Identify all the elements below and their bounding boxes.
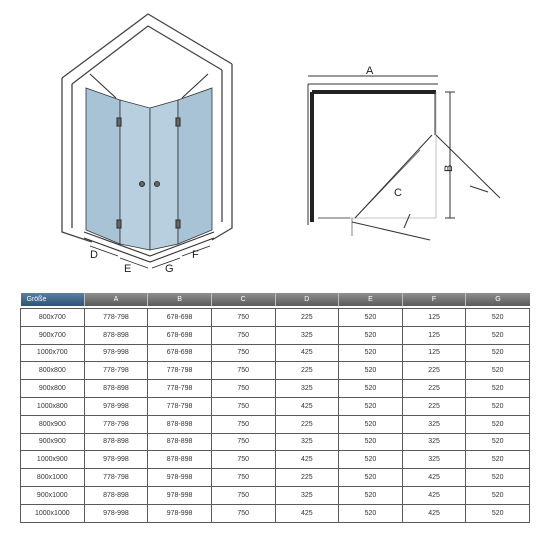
label-d: D [90,249,98,261]
table-cell: 520 [339,486,403,504]
table-cell: 520 [339,380,403,398]
table-cell: 778-798 [148,362,212,380]
table-cell: 750 [211,433,275,451]
table-cell: 778-798 [84,415,148,433]
table-cell: 778-798 [148,397,212,415]
table-cell: 1000x1000 [21,504,85,522]
table-cell: 520 [339,451,403,469]
table-cell: 225 [275,415,339,433]
table-cell: 520 [466,397,530,415]
table-cell: 520 [466,326,530,344]
table-header-row [21,293,530,306]
table-cell: 678-698 [148,344,212,362]
table-cell: 900x800 [21,380,85,398]
table-cell: 125 [402,326,466,344]
table-cell: 520 [466,451,530,469]
table-row [21,433,530,451]
label-f: F [192,249,199,261]
table-cell: 520 [466,309,530,327]
table-cell: 520 [466,362,530,380]
table-cell: 425 [275,451,339,469]
table-cell: 878-898 [148,433,212,451]
table-cell: 520 [339,469,403,487]
table-row [21,380,530,398]
label-g: G [165,263,174,275]
table-cell: 520 [339,326,403,344]
table-cell: 900x700 [21,326,85,344]
table-cell: 225 [275,309,339,327]
table-row [21,309,530,327]
table-cell: 678-698 [148,326,212,344]
table-cell: 225 [402,380,466,398]
table-cell: 520 [466,433,530,451]
table-cell: 520 [339,309,403,327]
table-cell: 225 [402,362,466,380]
table-cell: 978-998 [148,486,212,504]
table-cell: 750 [211,397,275,415]
table-cell: 325 [402,415,466,433]
col-header-d: D [275,293,339,306]
table-row [21,504,530,522]
label-a: A [366,65,374,77]
label-c: C [394,187,402,199]
glass-panels [86,88,212,250]
col-header-g: G [466,293,530,306]
table-cell: 520 [339,433,403,451]
label-e: E [124,263,132,275]
table-cell: 778-798 [84,362,148,380]
table-cell: 800x700 [21,309,85,327]
plan-view [308,76,500,240]
table-cell: 750 [211,415,275,433]
table-cell: 878-898 [148,451,212,469]
table-cell: 750 [211,326,275,344]
table-cell: 425 [275,344,339,362]
table-cell: 425 [402,504,466,522]
table-cell: 750 [211,362,275,380]
table-cell: 878-898 [148,415,212,433]
table-cell: 878-898 [84,380,148,398]
table-cell: 325 [275,486,339,504]
table-cell: 520 [466,469,530,487]
table-cell: 878-898 [84,486,148,504]
table-row [21,486,530,504]
table-cell: 225 [275,469,339,487]
table-cell: 978-998 [84,397,148,415]
table-cell: 1000x800 [21,397,85,415]
table-cell: 900x900 [21,433,85,451]
table-row [21,451,530,469]
table-cell: 520 [339,362,403,380]
col-header-size: Größe [21,293,85,306]
table-cell: 800x800 [21,362,85,380]
col-header-a: A [84,293,148,306]
table-cell: 425 [275,397,339,415]
table-cell: 750 [211,451,275,469]
table-cell: 978-998 [84,344,148,362]
label-b: B [443,164,455,172]
table-row [21,397,530,415]
table-body [21,306,530,522]
table-cell: 750 [211,504,275,522]
table-cell: 325 [402,451,466,469]
table-row [21,469,530,487]
table-cell: 325 [275,433,339,451]
table-cell: 750 [211,344,275,362]
table-row [21,415,530,433]
table-cell: 678-698 [148,309,212,327]
col-header-e: E [339,293,403,306]
table-cell: 778-798 [84,469,148,487]
table-cell: 800x900 [21,415,85,433]
table-cell: 878-898 [84,433,148,451]
table-cell: 520 [339,415,403,433]
table-cell: 900x1000 [21,486,85,504]
col-header-c: C [211,293,275,306]
table-cell: 520 [339,504,403,522]
table-cell: 978-998 [148,469,212,487]
table-cell: 778-798 [84,309,148,327]
table-cell: 520 [466,380,530,398]
col-header-b: B [148,293,212,306]
table-cell: 978-998 [84,504,148,522]
table-row [21,362,530,380]
table-cell: 520 [339,397,403,415]
table-cell: 750 [211,486,275,504]
col-header-f: F [402,293,466,306]
table-cell: 425 [402,486,466,504]
table-cell: 425 [275,504,339,522]
table-cell: 520 [466,415,530,433]
table-cell: 978-998 [148,504,212,522]
table-cell: 978-998 [84,451,148,469]
table-cell: 750 [211,469,275,487]
table-cell: 520 [466,344,530,362]
table-cell: 325 [402,433,466,451]
table-cell: 325 [275,380,339,398]
table-row [21,344,530,362]
table-cell: 520 [339,344,403,362]
table-cell: 1000x700 [21,344,85,362]
table-cell: 750 [211,309,275,327]
table-cell: 520 [466,504,530,522]
size-table [20,293,530,523]
table-row [21,326,530,344]
table-cell: 225 [275,362,339,380]
table-cell: 520 [466,486,530,504]
table-cell: 425 [402,469,466,487]
table-cell: 878-898 [84,326,148,344]
table-cell: 325 [275,326,339,344]
table-cell: 778-798 [148,380,212,398]
table-cell: 1000x900 [21,451,85,469]
table-cell: 225 [402,397,466,415]
table-cell: 800x1000 [21,469,85,487]
table-cell: 125 [402,309,466,327]
table-cell: 750 [211,380,275,398]
table-cell: 125 [402,344,466,362]
